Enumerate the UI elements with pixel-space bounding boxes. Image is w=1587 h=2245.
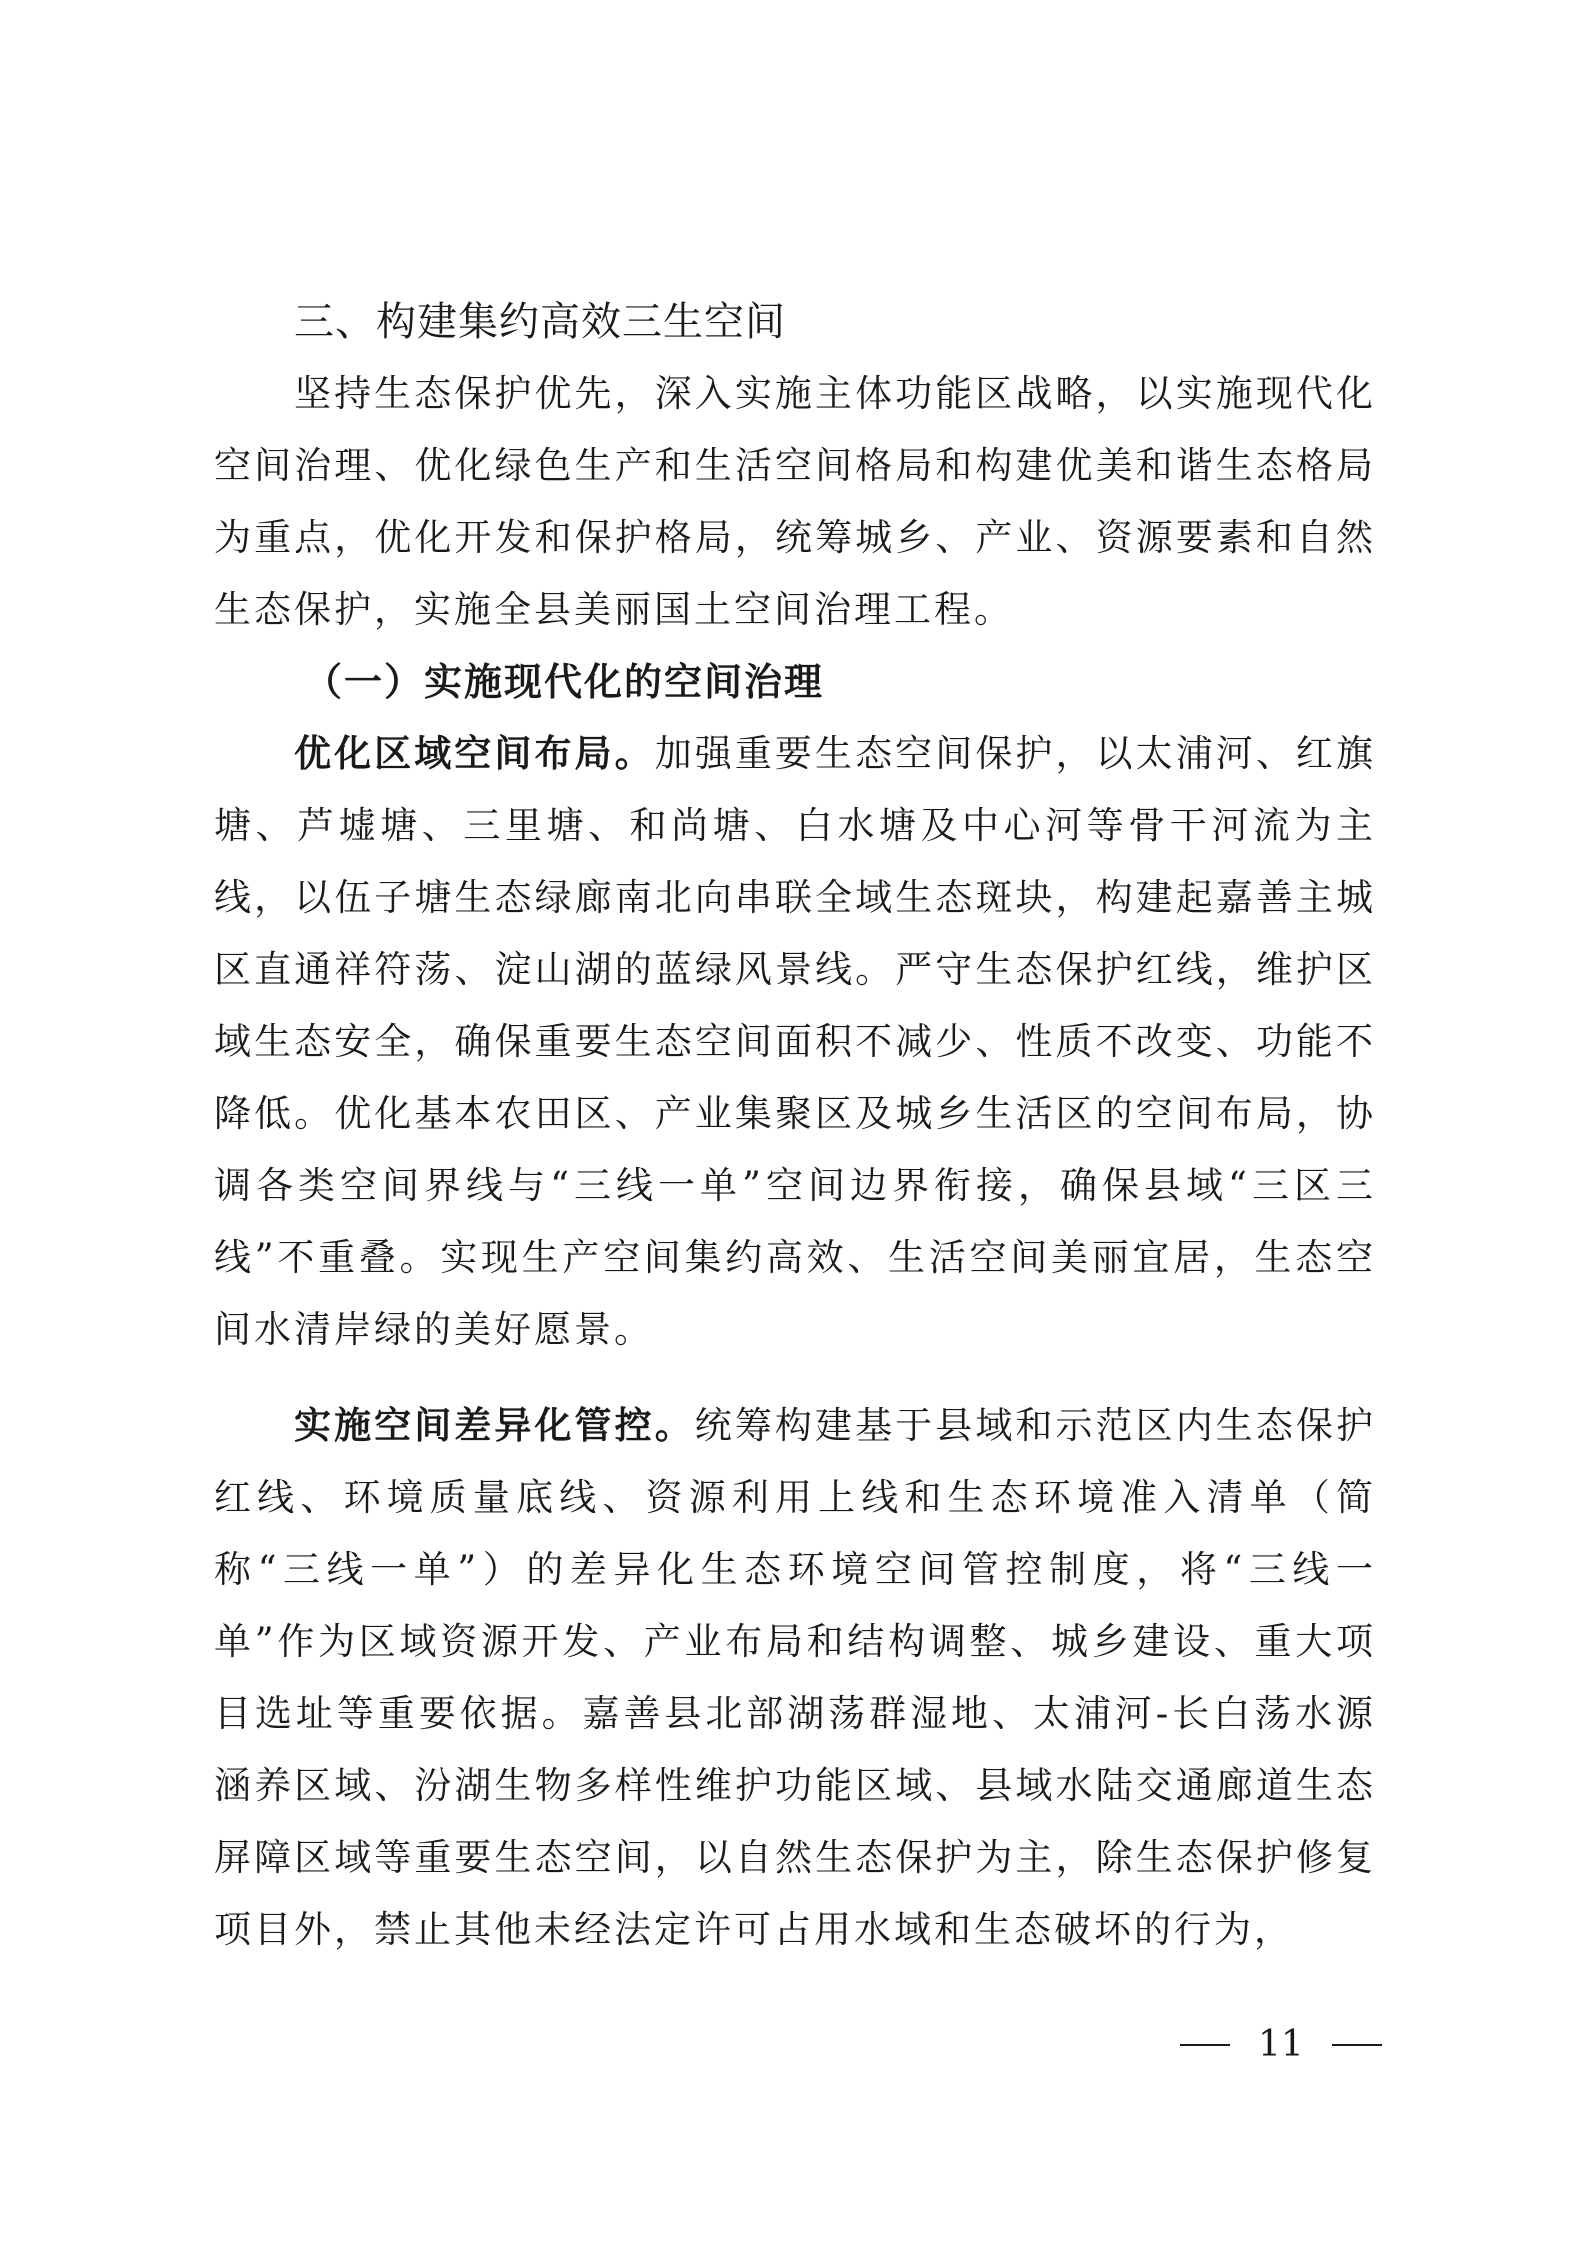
paragraph-text: 加强重要生态空间保护，以太浦河、红旗塘、芦墟塘、三里塘、和尚塘、白水塘及中心河等骨干河流为主线，以伍子塘生态绿廊南北向串联全域生态斑块，构建起嘉善主城区直通祥符荡、淀山湖的蓝绿风景线。严守生态保护红线，维护区域生态安全，确保重要生态空间面积不减少、性质不改变、功能不降低。优化基本农田区、产业集聚区及城乡生活区的空间布局，协调各类空间界线与“三线一单”空间边界衔接，确保县域“三区三线”不重叠。实现生产空间集约高效、生活空间美丽宜居，生态空间水清岸绿的美好愿景。: [214, 732, 1377, 1351]
intro-paragraph: 坚持生态保护优先，深入实施主体功能区战略，以实施现代化空间治理、优化绿色生产和生活空间格局和构建优美和谐生态格局为重点，优化开发和保护格局，统筹城乡、产业、资源要素和自然生态保护，实施全县美丽国土空间治理工程。: [214, 372, 1376, 631]
footer-dash-right: [1332, 2044, 1382, 2046]
paragraph-lead: 实施空间差异化管控。: [294, 1404, 695, 1447]
footer-dash-left: [1180, 2044, 1230, 2046]
paragraph-spatial-layout: [214, 718, 1376, 1366]
page-content: [214, 286, 1376, 1966]
page-footer: [1180, 2018, 1390, 2070]
section-heading: 三、构建集约高效三生空间: [294, 299, 786, 345]
paragraph-differentiated-control: [214, 1390, 1376, 1966]
paragraph-text: 统筹构建基于县域和示范区内生态保护红线、环境质量底线、资源利用上线和生态环境准入清单（简称“三线一单”）的差异化生态环境空间管控制度，将“三线一单”作为区域资源开发、产业布局和结构调整、城乡建设、重大项目选址等重要依据。嘉善县北部湖荡群湿地、太浦河-长白荡水源涵养区域、汾湖生物多样性维护功能区域、县域水陆交通廊道生态屏障区域等重要生态空间，以自然生态保护为主，除生态保护修复项目外，禁止其他未经法定许可占用水域和生态破坏的行为，: [214, 1404, 1377, 1951]
page-number: 11: [1258, 2024, 1304, 2065]
paragraph-lead: 优化区域空间布局。: [294, 732, 655, 775]
subsection-heading: （一）实施现代化的空间治理: [304, 660, 825, 704]
